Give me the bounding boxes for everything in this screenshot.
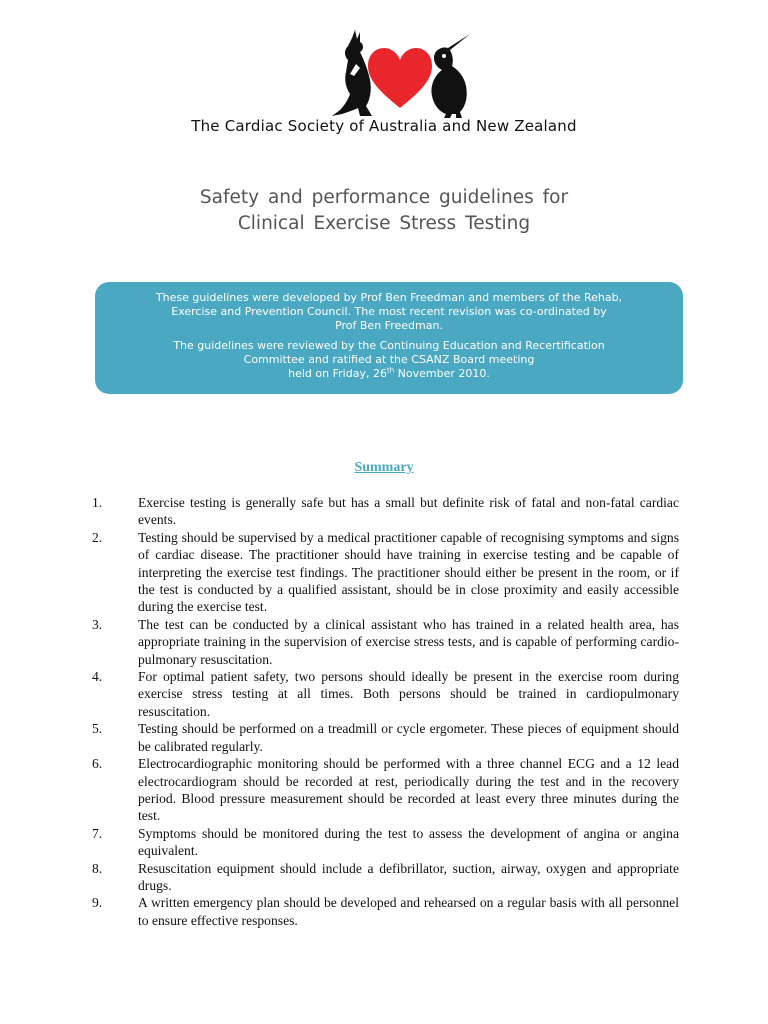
item-text: Testing should be supervised by a medical practitioner capable of recognising symptoms and signs of cardiac disease. The practitioner should have training in exercise testing and be capable of interpreting the exercise test findings. The practitioner should either be present in the room, or if the test is conducted by a qualified assistant, should be in close proximity and easily accessible during the exercise test. (138, 529, 679, 615)
kangaroo-icon (332, 30, 372, 116)
list-item (0, 825, 679, 860)
list-item (0, 755, 679, 825)
list-item (0, 894, 679, 929)
summary-heading: Summary (354, 460, 414, 475)
item-number: 6. (92, 756, 103, 772)
item-text: For optimal patient safety, two persons should ideally be present in the exercise room during exercise stress testing at all times. Both persons should be trained in cardiopulmonary resuscitation. (138, 669, 679, 719)
item-text: Exercise testing is generally safe but has a small but definite risk of fatal and non-fatal cardiac events. (138, 495, 679, 528)
info-p1-line-1: These guidelines were developed by Prof Ben Freedman and members of the Rehab, (155, 291, 623, 304)
csanz-logo (330, 30, 470, 120)
item-number: 1. (92, 495, 103, 510)
info-date-pre: held on Friday, 26 (288, 367, 387, 380)
list-item (0, 494, 679, 529)
document-title (0, 185, 768, 237)
summary-list (0, 494, 768, 929)
list-item (0, 720, 679, 755)
list-item (0, 616, 679, 668)
item-number: 4. (92, 669, 103, 685)
info-p2-line-1: The guidelines were reviewed by the Continuing Education and Recertification (173, 339, 605, 352)
info-p2-line-3 (95, 367, 683, 381)
title-line-1: Safety and performance guidelines for (199, 187, 569, 208)
society-name: The Cardiac Society of Australia and New Zealand (191, 117, 577, 135)
list-item (0, 860, 679, 895)
item-number: 7. (92, 825, 103, 841)
item-text: Resuscitation equipment should include a defibrillator, suction, airway, oxygen and appropriate drugs. (138, 860, 679, 893)
item-text: The test can be conducted by a clinical assistant who has trained in a related health area, has appropriate training in the supervision of exercise stress tests, and is capable of performing cardio-pulmonary resuscitation. (138, 616, 679, 667)
heart-icon (368, 48, 432, 108)
item-text: A written emergency plan should be developed and rehearsed on a regular basis with all personnel to ensure effective responses. (138, 895, 679, 928)
item-text: Electrocardiographic monitoring should be performed with a three channel ECG and a 12 lead electrocardiogram should be recorded at rest, periodically during the test and in the recovery period. Blood pressure measurement should be recorded at least every three minutes during the test. (138, 756, 679, 824)
title-line-2: Clinical Exercise Stress Testing (237, 213, 531, 234)
info-p2-line-2: Committee and ratified at the CSANZ Board meeting (243, 353, 535, 366)
info-date-sup: th (386, 366, 395, 375)
info-p1-line-3: Prof Ben Freedman. (335, 319, 443, 332)
item-text: Testing should be performed on a treadmill or cycle ergometer. These pieces of equipment should be calibrated regularly. (138, 721, 679, 754)
kiwi-icon (431, 34, 470, 118)
item-number: 2. (92, 529, 103, 545)
info-p1-line-2: Exercise and Prevention Council. The most recent revision was co-ordinated by (171, 305, 607, 318)
list-item (0, 529, 679, 616)
item-text: Symptoms should be monitored during the test to assess the development of angina or angina equivalent. (138, 825, 679, 859)
item-number: 8. (92, 860, 103, 876)
info-paragraph-1 (95, 291, 683, 333)
item-number: 5. (92, 721, 103, 737)
info-date-post: November 2010. (394, 367, 490, 380)
item-number: 9. (92, 895, 103, 911)
info-box (95, 282, 683, 394)
info-paragraph-2 (95, 339, 683, 381)
list-item (0, 668, 679, 720)
item-number: 3. (92, 616, 103, 632)
